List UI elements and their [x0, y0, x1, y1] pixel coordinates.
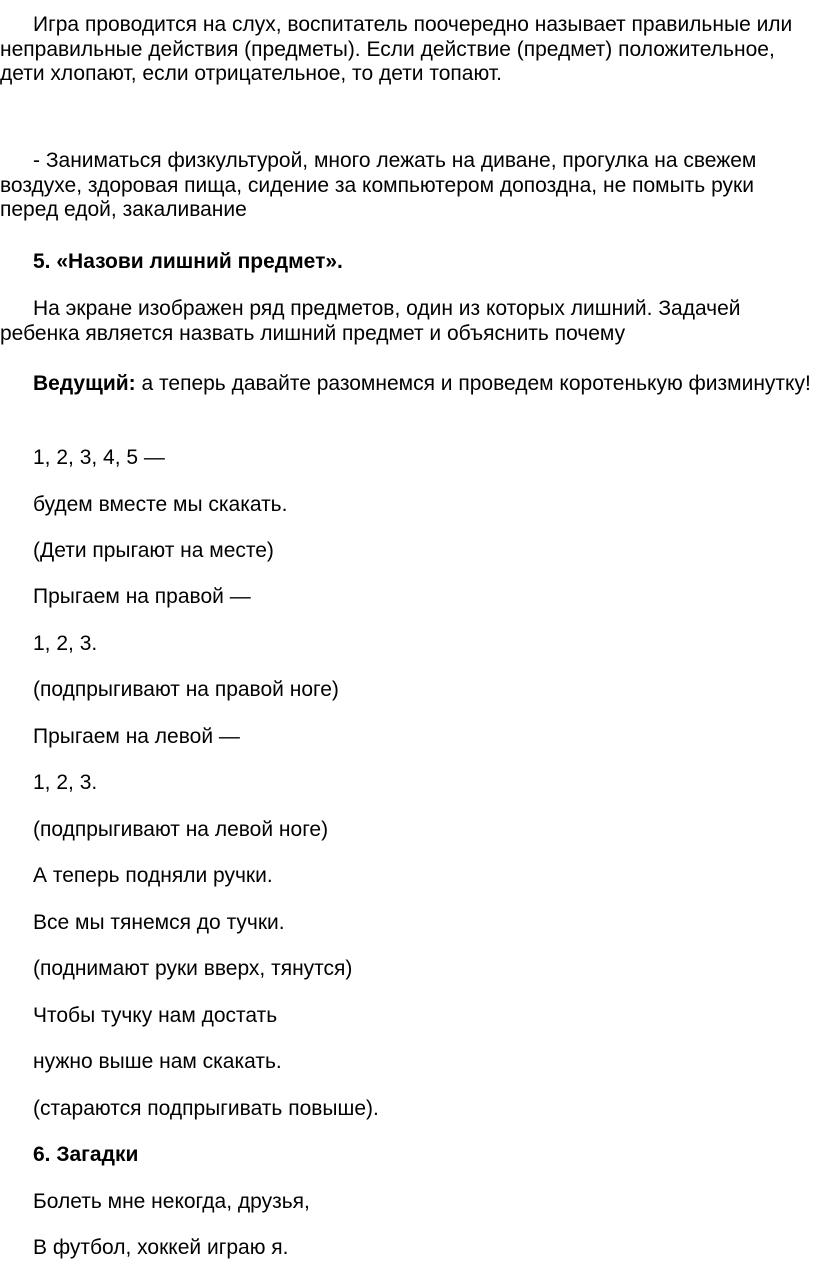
poem-line: Все мы тянемся до тучки. [33, 911, 285, 934]
section-heading-6: 6. Загадки [33, 1143, 139, 1166]
poem-line: Чтобы тучку нам достать [33, 1004, 278, 1027]
riddle-line: Болеть мне некогда, друзья, [33, 1190, 310, 1213]
poem-line: нужно выше нам скакать. [33, 1050, 282, 1073]
paragraph-action-list: - Заниматься физкультурой, много лежать на диване, прогулка на свежем воздухе, здоровая пища, сидение за компьютером допоздна, не помыть руки перед едой, закаливание [0, 149, 757, 221]
riddle-line: В футбол, хоккей играю я. [33, 1236, 289, 1259]
stage-direction: (подпрыгивают на левой ноге) [33, 818, 329, 841]
section-heading-5: 5. «Назови лишний предмет». [33, 250, 343, 273]
paragraph-game-rules: Игра проводится на слух, воспитатель поочередно называет правильные или неправильные действия (предметы). Если действие (предмет) положительное, дети хлопают, если отрицательное, то дети топают. [0, 13, 793, 85]
speaker-label: Ведущий: [33, 372, 136, 395]
paragraph-host-line [0, 372, 812, 397]
poem-line: 1, 2, 3. [33, 632, 98, 655]
speaker-text: а теперь давайте разомнемся и проведем коротенькую физминутку! [135, 372, 811, 395]
stage-direction: (подпрыгивают на правой ноге) [33, 678, 339, 701]
paragraph-extra-item: На экране изображен ряд предметов, один из которых лишний. Задачей ребенка является назвать лишний предмет и объяснить почему [0, 297, 741, 345]
poem-line: 1, 2, 3, 4, 5 — [33, 446, 165, 469]
poem-line: будем вместе мы скакать. [33, 493, 288, 516]
stage-direction: (поднимают руки вверх, тянутся) [33, 957, 353, 980]
poem-line: Прыгаем на правой — [33, 585, 251, 608]
poem-line: А теперь подняли ручки. [33, 864, 273, 887]
stage-direction: (Дети прыгают на месте) [33, 539, 274, 562]
poem-line: 1, 2, 3. [33, 771, 98, 794]
poem-line: Прыгаем на левой — [33, 725, 240, 748]
stage-direction: (стараются подпрыгивать повыше). [33, 1097, 379, 1120]
